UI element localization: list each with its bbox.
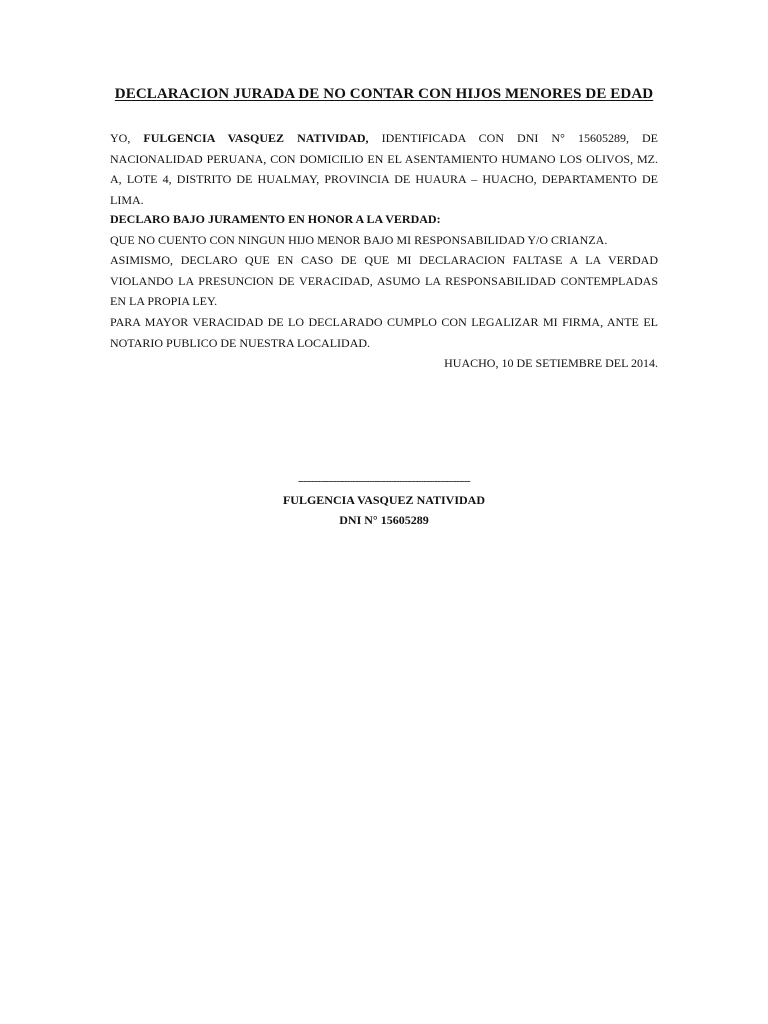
legalization-paragraph: PARA MAYOR VERACIDAD DE LO DECLARADO CUMPLO CON LEGALIZAR MI FIRMA, ANTE EL NOTARIO PUBLICO DE NUESTRA LOCALIDAD. bbox=[110, 315, 658, 350]
declaration-heading: DECLARO BAJO JURAMENTO EN HONOR A LA VERDAD: bbox=[110, 212, 441, 226]
declarant-details: IDENTIFICADA CON DNI N° 15605289, DE NACIONALIDAD PERUANA, CON DOMICILIO EN EL ASENTAMIENTO HUMANO LOS OLIVOS, MZ. A, LOTE 4, DISTRITO DE HUALMAY, PROVINCIA DE HUAURA – HUACHO, DEPARTAMENTO DE LIMA. bbox=[110, 131, 658, 207]
signature-block bbox=[0, 474, 768, 530]
declarant-prefix: YO, bbox=[110, 131, 144, 145]
declarant-name: FULGENCIA VASQUEZ NATIVIDAD, bbox=[143, 131, 369, 145]
signatory-name: FULGENCIA VASQUEZ NATIVIDAD bbox=[282, 493, 486, 507]
declaration-line-1: QUE NO CUENTO CON NINGUN HIJO MENOR BAJO MI RESPONSABILIDAD Y/O CRIANZA. bbox=[110, 232, 608, 247]
declarant-paragraph bbox=[110, 128, 658, 210]
declaration-line-2: ASIMISMO, DECLARO QUE EN CASO DE QUE MI DECLARACION FALTASE A LA VERDAD VIOLANDO LA PRESUNCION DE VERACIDAD, ASUMO LA RESPONSABILIDAD CONTEMPLADAS EN LA PROPIA LEY. bbox=[110, 253, 658, 308]
signature-line: --------------------------------------------------------------- bbox=[298, 476, 470, 487]
signatory-dni: DNI N° 15605289 bbox=[339, 513, 429, 527]
document-title: DECLARACION JURADA DE NO CONTAR CON HIJOS MENORES DE EDAD bbox=[114, 86, 654, 102]
declaration-section bbox=[110, 209, 658, 312]
document-date: HUACHO, 10 DE SETIEMBRE DEL 2014. bbox=[444, 356, 658, 370]
